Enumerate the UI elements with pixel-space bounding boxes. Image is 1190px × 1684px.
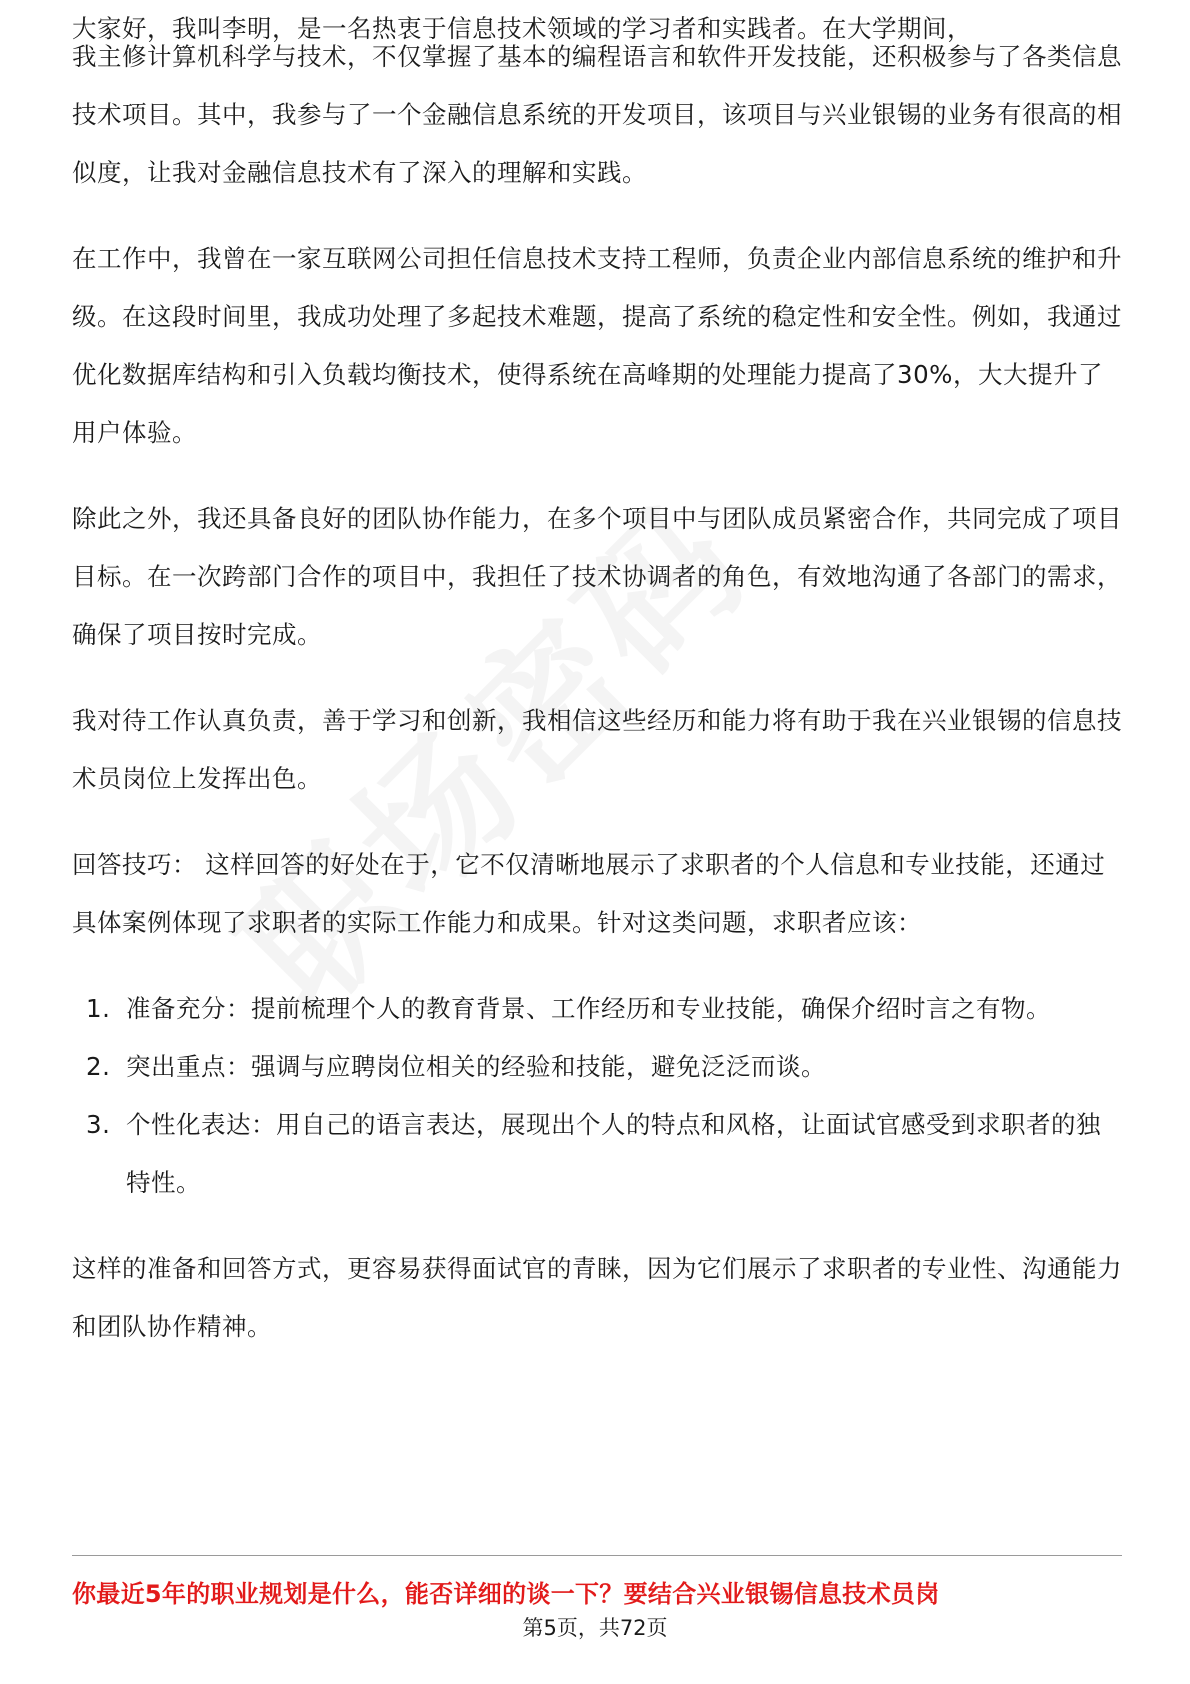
section-divider — [72, 1555, 1122, 1556]
list-item-text: 突出重点：强调与应聘岗位相关的经验和技能，避免泛泛而谈。 — [126, 1052, 826, 1081]
document-body — [72, 14, 1122, 1384]
paragraph-teamwork: 除此之外，我还具备良好的团队协作能力，在多个项目中与团队成员紧密合作，共同完成了项目目标。在一次跨部门合作的项目中，我担任了技术协调者的角色，有效地沟通了各部门的需求，确保了项目按时完成。 — [72, 504, 1122, 649]
partial-top-line: 大家好，我叫李明，是一名热衷于信息技术领域的学习者和实践者。在大学期间， — [72, 14, 972, 43]
list-item — [72, 1096, 1122, 1212]
paragraph-closing: 这样的准备和回答方式，更容易获得面试官的青睐，因为它们展示了求职者的专业性、沟通能力和团队协作精神。 — [72, 1254, 1122, 1341]
list-item — [72, 1038, 1122, 1096]
page-number: 第5页，共72页 — [522, 1616, 668, 1640]
list-item-text: 准备充分：提前梳理个人的教育背景、工作经历和专业技能，确保介绍时言之有物。 — [126, 994, 1051, 1023]
tips-list — [72, 980, 1122, 1212]
list-item-number: 3. — [86, 1110, 111, 1139]
list-item — [72, 980, 1122, 1038]
paragraph-work-experience: 在工作中，我曾在一家互联网公司担任信息技术支持工程师，负责企业内部信息系统的维护和升级。在这段时间里，我成功处理了多起技术难题，提高了系统的稳定性和安全性。例如，我通过优化数据库结构和引入负载均衡技术，使得系统在高峰期的处理能力提高了30%，大大提升了用户体验。 — [72, 244, 1122, 447]
list-item-text: 个性化表达：用自己的语言表达，展现出个人的特点和风格，让面试官感受到求职者的独特性。 — [126, 1110, 1101, 1197]
paragraph-attitude: 我对待工作认真负责，善于学习和创新，我相信这些经历和能力将有助于我在兴业银锡的信息技术员岗位上发挥出色。 — [72, 706, 1122, 793]
next-question-heading: 你最近5年的职业规划是什么，能否详细的谈一下？要结合兴业银锡信息技术员岗 — [72, 1580, 940, 1608]
list-item-number: 2. — [86, 1052, 111, 1081]
list-item-number: 1. — [86, 994, 111, 1023]
paragraph-answer-tips: 回答技巧： 这样回答的好处在于，它不仅清晰地展示了求职者的个人信息和专业技能，还通过具体案例体现了求职者的实际工作能力和成果。针对这类问题，求职者应该： — [72, 850, 1106, 937]
paragraph-education: 我主修计算机科学与技术，不仅掌握了基本的编程语言和软件开发技能，还积极参与了各类信息技术项目。其中，我参与了一个金融信息系统的开发项目，该项目与兴业银锡的业务有很高的相似度，让我对金融信息技术有了深入的理解和实践。 — [72, 42, 1122, 187]
